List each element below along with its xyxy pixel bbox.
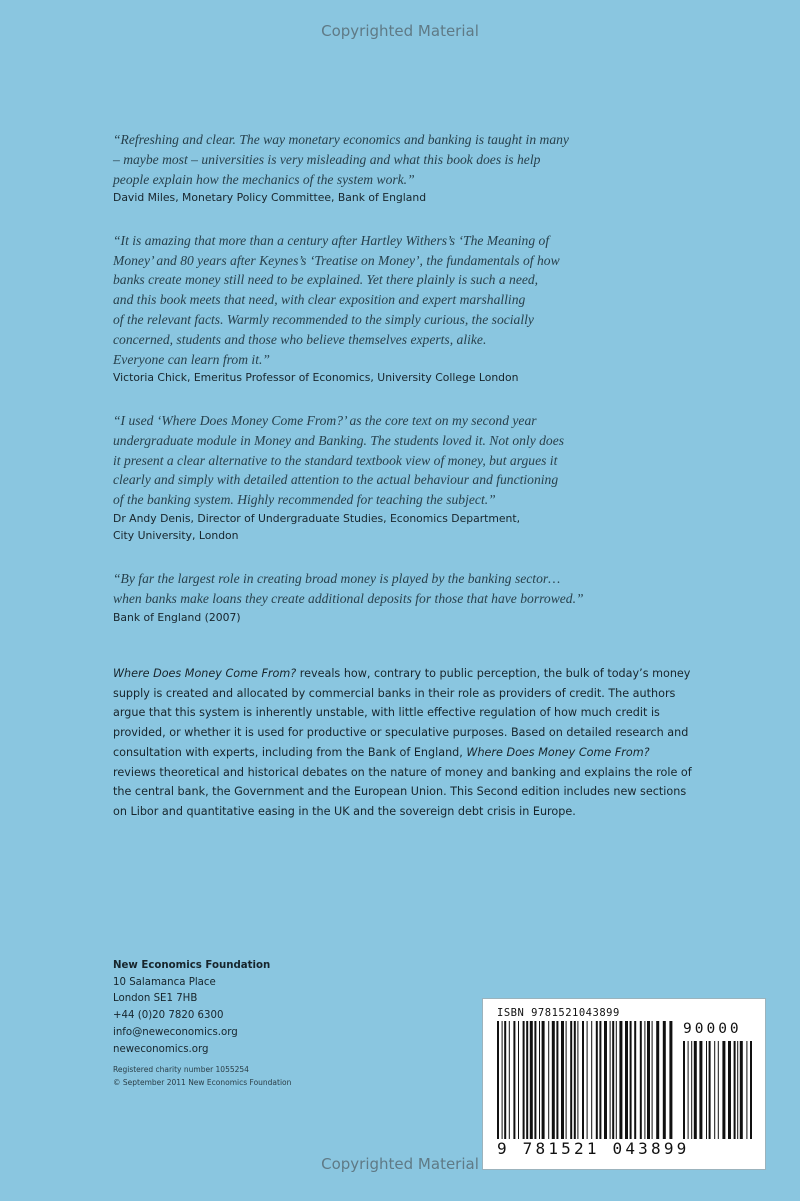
description-text: reviews theoretical and historical debates on the nature of money and banking and explains the role of the central bank, the Government and the European Union. This Second edition includes new sections on Libor and quantitative easing in the UK and the sovereign debt crisis in Europe. [113, 765, 692, 818]
barcode-bar [619, 1021, 622, 1139]
barcode-bar [737, 1041, 738, 1139]
barcode-bar [530, 1021, 533, 1139]
book-title: Where Does Money Come From? [466, 745, 650, 759]
endorsement-3 [113, 411, 673, 545]
barcode-bars-icon [497, 1021, 673, 1141]
barcode-bar [497, 1021, 499, 1139]
barcode-bar [591, 1021, 592, 1139]
barcode-bar [718, 1041, 719, 1139]
legal-notice [113, 1063, 443, 1089]
barcode-bar [722, 1041, 725, 1139]
barcode-bar [574, 1021, 576, 1139]
barcode-bar [542, 1021, 545, 1139]
barcode-bar [539, 1021, 540, 1139]
barcode-bar [526, 1021, 528, 1139]
barcode-bar [596, 1021, 598, 1139]
barcode-digits: 9 781521 043899 [497, 1139, 690, 1158]
barcode-bar [694, 1041, 697, 1139]
barcode-bar [688, 1041, 689, 1139]
charity-number: Registered charity number 1055254 [113, 1065, 249, 1074]
barcode-bar [599, 1021, 601, 1139]
barcode-bar [556, 1021, 558, 1139]
barcode-bar [616, 1021, 617, 1139]
quote-attribution: Victoria Chick, Emeritus Professor of Economics, University College London [113, 371, 519, 385]
price-code: 90000 [683, 1021, 742, 1037]
barcode-bar [714, 1041, 715, 1139]
barcode-bar [656, 1021, 659, 1139]
quote-attribution: David Miles, Monetary Policy Committee, Bank of England [113, 191, 427, 205]
barcode [482, 998, 766, 1170]
barcode-bar [750, 1041, 752, 1139]
quote-text: “It is amazing that more than a century after Hartley Withers’s ‘The Meaning of Money’ and 80 years after Keynes’s ‘Treatise on Money’, the fundamentals of how banks create money still need to be explained. Yet there plainly is such a need, and this book meets that need, with clear exposition and expert marshalling of the relevant facts. Warmly recommended to the simply curious, the socially concerned, students and those who believe themselves experts, alike. Everyone can learn from it.” [113, 232, 560, 367]
barcode-bar [691, 1041, 692, 1139]
barcode-bar [587, 1021, 588, 1139]
barcode-bar [663, 1021, 666, 1139]
barcode-bar [709, 1041, 711, 1139]
barcode-bar [582, 1021, 584, 1139]
barcode-bar [652, 1021, 653, 1139]
publisher-phone: +44 (0)20 7820 6300 [113, 1010, 224, 1022]
publisher-name: New Economics Foundation [113, 960, 271, 971]
barcode-bar [534, 1021, 536, 1139]
description-text: reveals how, contrary to public perception, the bulk of today’s money supply is created and allocated by commercial banks in their role as providers of credit. The authors argue that this system is inherently unstable, with little effective regulation of how much credit is provided, or whether it is used for productive or speculative purposes. Based on detailed research and consultation with experts, including from the Bank of England, [113, 667, 691, 759]
barcode-bar [612, 1021, 614, 1139]
barcode-bar [728, 1041, 731, 1139]
barcode-bar [548, 1021, 549, 1139]
endorsement-1 [113, 130, 673, 207]
barcode-bar [683, 1041, 685, 1139]
barcode-bar [669, 1021, 672, 1139]
barcode-bar [570, 1021, 572, 1139]
barcode-bar [699, 1041, 702, 1139]
endorsements [113, 130, 673, 643]
isbn-label: ISBN 9781521043899 [497, 1007, 620, 1019]
publisher-address [113, 958, 443, 1058]
endorsement-2 [113, 231, 673, 387]
barcode-bar [625, 1021, 628, 1139]
barcode-bar [523, 1021, 525, 1139]
barcode-bar [561, 1021, 564, 1139]
barcode-bar [509, 1021, 510, 1139]
barcode-bar [644, 1021, 645, 1139]
quote-attribution: Bank of England (2007) [113, 610, 241, 624]
barcode-bar [734, 1041, 736, 1139]
book-description [113, 664, 693, 822]
barcode-bar [647, 1021, 650, 1139]
barcode-bar [740, 1041, 743, 1139]
barcode-bar [566, 1021, 567, 1139]
barcode-bar [746, 1041, 747, 1139]
barcode-bar [513, 1021, 515, 1139]
barcode-bar [502, 1021, 503, 1139]
watermark-top: Copyrighted Material [321, 22, 479, 40]
publisher-email: info@neweconomics.org [113, 1026, 238, 1038]
barcode-bar [577, 1021, 578, 1139]
barcode-bar [504, 1021, 506, 1139]
book-title: Where Does Money Come From? [113, 667, 297, 680]
barcode-bar [610, 1021, 611, 1139]
address-line: London SE1 7HB [113, 993, 198, 1005]
barcode-bar [706, 1041, 707, 1139]
barcode-bar [604, 1021, 607, 1139]
watermark-bottom: Copyrighted Material [321, 1155, 479, 1173]
endorsement-4 [113, 569, 673, 626]
copyright-notice: © September 2011 New Economics Foundation [113, 1078, 292, 1087]
quote-text: “By far the largest role in creating broad money is played by the banking sector… when banks make loans they create additional deposits for those that have borrowed.” [113, 570, 584, 606]
barcode-bar [630, 1021, 632, 1139]
addon-barcode-bars-icon [683, 1041, 755, 1141]
quote-text: “Refreshing and clear. The way monetary economics and banking is taught in many – maybe most – universities is very misleading and what this book does is help people explain how the mechanics of the system work.” [113, 132, 569, 187]
barcode-bar [640, 1021, 642, 1139]
barcode-bar [634, 1021, 636, 1139]
quote-text: “I used ‘Where Does Money Come From?’ as the core text on my second year undergraduate module in Money and Banking. The students loved it. Not only does it present a clear alternative to the standard textbook view of money, but argues it clearly and simply with detailed attention to the actual behaviour and functioning of the banking system. Highly recommended for teaching the subject.” [113, 412, 565, 508]
quote-attribution: Dr Andy Denis, Director of Undergraduate Studies, Economics Department, City University, London [113, 511, 521, 543]
publisher-website: neweconomics.org [113, 1043, 209, 1055]
barcode-bar [518, 1021, 519, 1139]
barcode-bar [552, 1021, 555, 1139]
address-line: 10 Salamanca Place [113, 976, 216, 988]
